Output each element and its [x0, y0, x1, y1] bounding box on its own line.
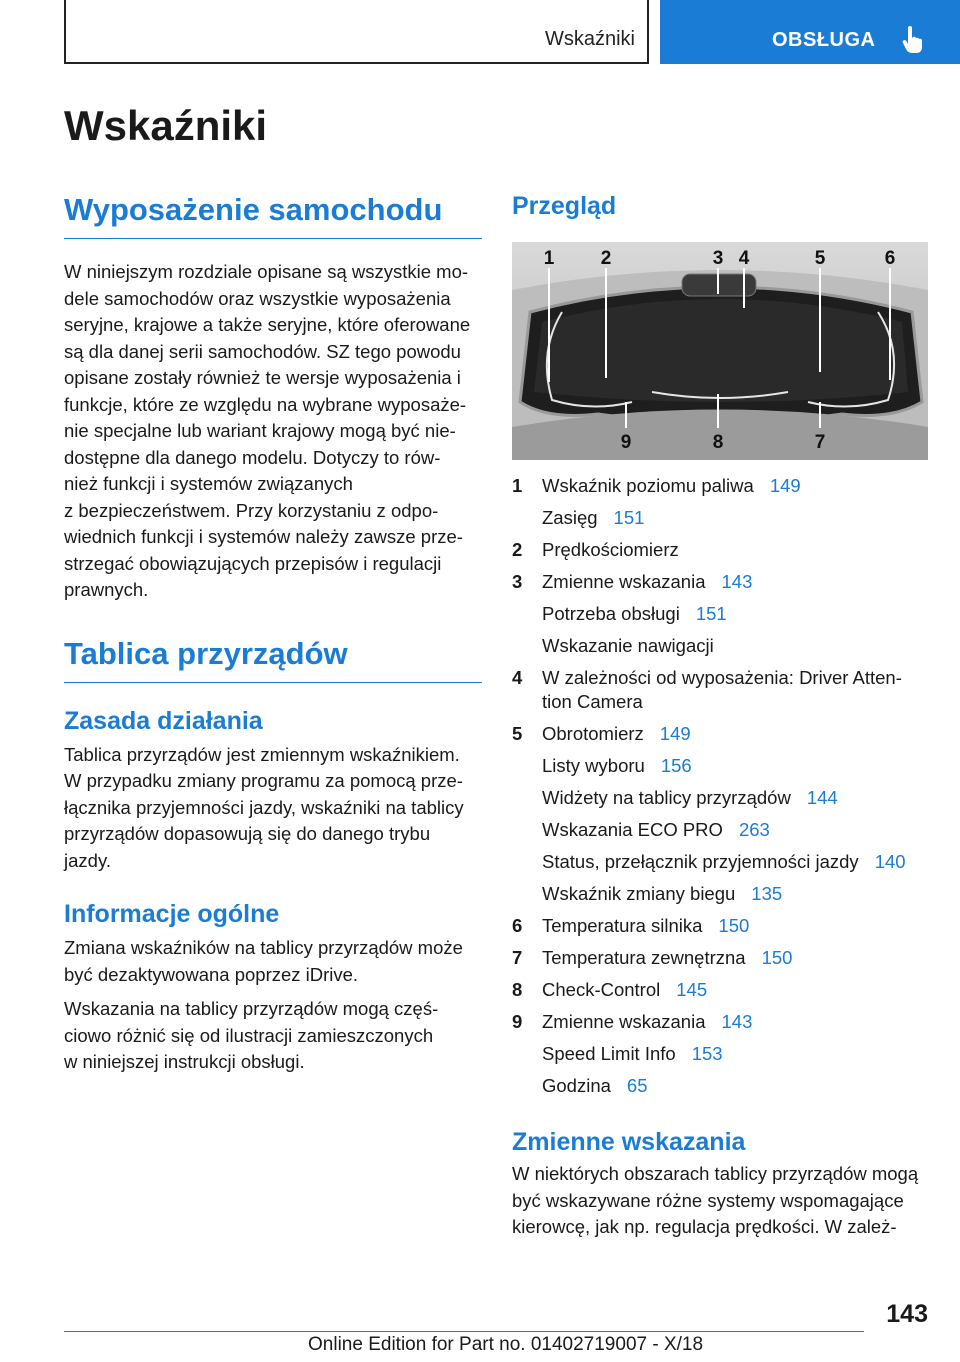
list-item: 5 Obrotomierz 149: [512, 723, 691, 744]
list-item: 4 W zależności od wyposażenia: Driver Atten-: [512, 667, 902, 688]
diagram-label: 1: [543, 248, 555, 269]
list-item: Wskazanie nawigacji: [542, 635, 714, 656]
page-link[interactable]: 263: [738, 819, 770, 840]
list-item: 8 Check-Control 145: [512, 979, 708, 1000]
header-section-box: [64, 0, 649, 64]
page-link[interactable]: 149: [659, 723, 691, 744]
diagram-label: 3: [712, 248, 724, 269]
header-tab[interactable]: [660, 0, 960, 64]
list-item: Wskaźnik zmiany biegu 135: [542, 883, 783, 904]
heading-principle: Zasada działania: [64, 706, 263, 735]
paragraph-variable-displays: W niektórych obszarach tablicy przyrządów mogą być wskazywane różne systemy wspomagające kierowcę, jak np. regulacja prędkości. W zależ-: [512, 1163, 919, 1237]
diagram-label: 8: [712, 432, 724, 453]
header-section-title: Wskaźniki: [544, 28, 635, 50]
diagram-label: 5: [814, 248, 826, 269]
heading-overview: Przegląd: [512, 192, 617, 220]
page-link[interactable]: 149: [769, 475, 801, 496]
paragraph-general-1: Zmiana wskaźników na tablicy przyrządów może być dezaktywowana poprzez iDrive.: [64, 937, 463, 985]
list-item: 6 Temperatura silnika 150: [512, 915, 750, 936]
page-link[interactable]: 140: [874, 851, 906, 872]
diagram-label: 4: [738, 248, 750, 269]
page-link[interactable]: 150: [718, 915, 750, 936]
right-column: [512, 192, 930, 221]
header-tab-label: OBSŁUGA: [772, 28, 876, 51]
list-item: 1 Wskaźnik poziomu paliwa 149: [512, 475, 801, 496]
list-item: 9 Zmienne wskazania 143: [512, 1011, 753, 1032]
heading-vehicle-equipment: Wyposażenie samochodu: [64, 192, 482, 239]
list-item: 3 Zmienne wskazania 143: [512, 571, 753, 592]
diagram-label: 9: [620, 432, 632, 453]
list-item: Godzina 65: [542, 1075, 648, 1096]
footer-divider: [64, 1331, 864, 1332]
list-item: Wskazania ECO PRO 263: [542, 819, 770, 840]
list-item: 7 Temperatura zewnętrzna 150: [512, 947, 793, 968]
page-number: 143: [886, 1300, 928, 1328]
page-link[interactable]: 151: [695, 603, 727, 624]
list-item: Potrzeba obsługi 151: [542, 603, 727, 624]
page-link[interactable]: 145: [676, 979, 708, 1000]
page-link[interactable]: 151: [613, 507, 645, 528]
list-item: 2 Prędkościomierz: [512, 539, 679, 560]
page-link[interactable]: 143: [721, 1011, 753, 1032]
page-title: Wskaźniki: [64, 102, 268, 149]
diagram-label: 7: [814, 432, 826, 453]
paragraph-principle: Tablica przyrządów jest zmiennym wskaźnikiem. W przypadku zmiany programu za pomocą prze- łącznika przyjemności jazdy, wskaźniki na tablicy przyrządów dopasowują się do danego trybu jazdy.: [64, 743, 464, 871]
left-column: [64, 192, 482, 1076]
list-item: tion Camera: [542, 691, 643, 712]
footer-edition: Online Edition for Part no. 01402719007 - X/18: [308, 1334, 704, 1355]
pointing-hand-icon: [902, 25, 926, 53]
list-item: Speed Limit Info 153: [542, 1043, 723, 1064]
heading-general-info: Informacje ogólne: [64, 900, 280, 928]
page-link[interactable]: 135: [751, 883, 783, 904]
instrument-cluster-diagram: [512, 242, 928, 460]
page-link[interactable]: 150: [761, 947, 793, 968]
list-item: Listy wyboru 156: [542, 755, 692, 776]
page-link[interactable]: 153: [691, 1043, 723, 1064]
diagram-label: 6: [884, 248, 896, 269]
diagram-label: 2: [600, 248, 612, 269]
paragraph-general-2: Wskazania na tablicy przyrządów mogą częś- ciowo różnić się od ilustracji zamieszczonych w niniejszej instrukcji obsługi.: [64, 998, 439, 1072]
paragraph-equipment: W niniejszym rozdziale opisane są wszystkie mo- dele samochodów oraz wszystkie wyposażenia seryjne, krajowe a także seryjne, które oferowane są dla danej serii samochodów. SZ tego powodu opisane zostały również te wersje wyposażenia i funkcje, które ze względu na wybrane wyposaże- nie specjalne lub wariant krajowy mogą być nie- dostępne dla danego modelu. Dotyczy to rów- nież funkcji i systemów związanych z bezpieczeństwem. Przy korzystaniu z odpo- wiednich funkcji i systemów należy zawsze prze- strzegać obowiązujących przepisów i regulacji prawnych.: [64, 261, 471, 600]
heading-instrument-cluster: Tablica przyrządów: [64, 636, 482, 683]
list-item: Widżety na tablicy przyrządów 144: [542, 787, 838, 808]
page-link[interactable]: 156: [660, 755, 692, 776]
list-item: Zasięg 151: [542, 507, 645, 528]
page-link[interactable]: 65: [626, 1075, 648, 1096]
list-item: Status, przełącznik przyjemności jazdy 140: [542, 851, 906, 872]
heading-variable-displays: Zmienne wskazania: [512, 1128, 746, 1156]
legend-list: [512, 470, 932, 1241]
page-link[interactable]: 144: [806, 787, 838, 808]
page-link[interactable]: 143: [721, 571, 753, 592]
